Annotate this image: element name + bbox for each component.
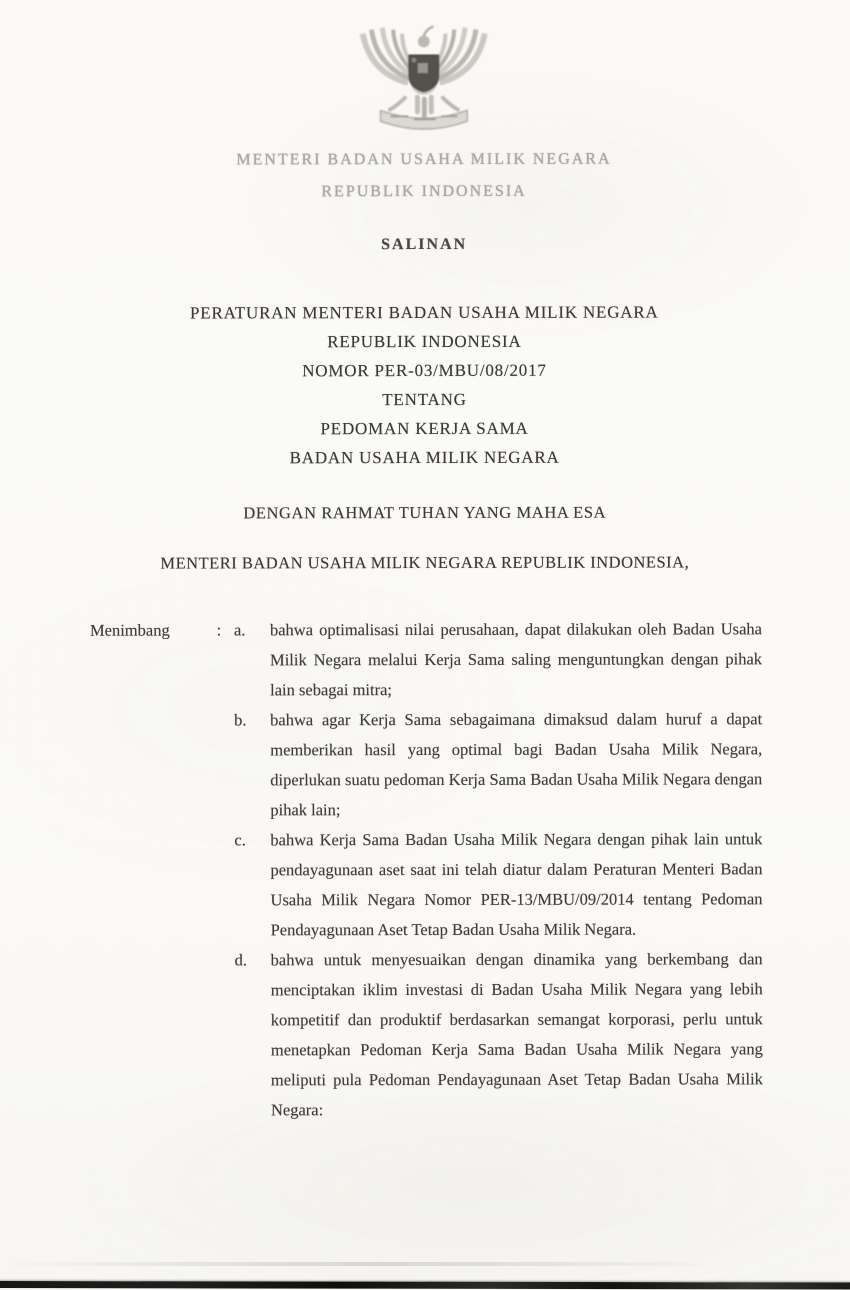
letterhead-republic-name: REPUBLIK INDONESIA [321, 182, 527, 201]
scan-smudge [0, 1262, 850, 1266]
consideration-item-a [90, 614, 762, 705]
regulation-title-line: REPUBLIK INDONESIA [327, 331, 522, 352]
menimbang-separator: : [216, 620, 222, 640]
scan-bottom-edge [0, 1281, 850, 1289]
item-letter: a. [233, 620, 246, 640]
garuda-pancasila-icon [0, 5, 849, 137]
regulation-subject-line: PEDOMAN KERJA SAMA [320, 418, 529, 439]
item-text: bahwa agar Kerja Sama sebagaimana dimaksud dalam huruf a dapat memberikan hasil yang optimal bagi Badan Usaha Milik Negara, diperlukan suatu pedoman Kerja Sama Badan Usaha Milik Negara dengan pihak lain; [270, 709, 763, 820]
regulation-number-line: NOMOR PER-03/MBU/08/2017 [302, 360, 547, 381]
item-letter: b. [234, 710, 247, 730]
menimbang-label: Menimbang [89, 620, 170, 640]
item-text: bahwa Kerja Sama Badan Usaha Milik Negara dengan pihak lain untuk pendayagunaan aset saat ini telah diatur dalam Peraturan Menteri Badan Usaha Milik Negara Nomor PER-13/MBU/09/2014 tentang Pedoman Pendayagunaan Aset Tetap Badan Usaha Milik Negara. [270, 829, 763, 940]
item-letter: c. [234, 830, 246, 850]
letterhead-agency-name: MENTERI BADAN USAHA MILIK NEGARA [236, 150, 612, 169]
invocation-line: DENGAN RAHMAT TUHAN YANG MAHA ESA [243, 502, 607, 523]
consideration-item-d [91, 944, 763, 1125]
consideration-item-c [90, 824, 762, 945]
salinan-stamp: SALINAN [381, 235, 468, 254]
letterhead [0, 143, 849, 209]
regulation-title-block [0, 297, 850, 473]
regulation-title-line: TENTANG [382, 389, 467, 410]
considerations-section [90, 614, 763, 1125]
authority-line: MENTERI BADAN USAHA MILIK NEGARA REPUBLIK INDONESIA, [160, 552, 690, 573]
item-letter: d. [234, 950, 248, 970]
consideration-item-b [90, 704, 762, 825]
item-text: bahwa untuk menyesuaikan dengan dinamika yang berkembang dan menciptakan iklim investasi di Badan Usaha Milik Negara yang lebih kompetitif dan produktif berdasarkan semangat korporasi, perlu untuk menetapkan Pedoman Kerja Sama Badan Usaha Milik Negara yang meliputi pula Pedoman Pendayagunaan Aset Tetap Badan Usaha Milik Negara: [270, 949, 763, 1120]
regulation-subject-line: BADAN USAHA MILIK NEGARA [289, 447, 560, 468]
item-text: bahwa optimalisasi nilai perusahaan, dapat dilakukan oleh Badan Usaha Milik Negara melalui Kerja Sama saling menguntungkan dengan pihak lain sebagai mitra; [269, 619, 763, 700]
regulation-title-line: PERATURAN MENTERI BADAN USAHA MILIK NEGARA [190, 302, 659, 323]
